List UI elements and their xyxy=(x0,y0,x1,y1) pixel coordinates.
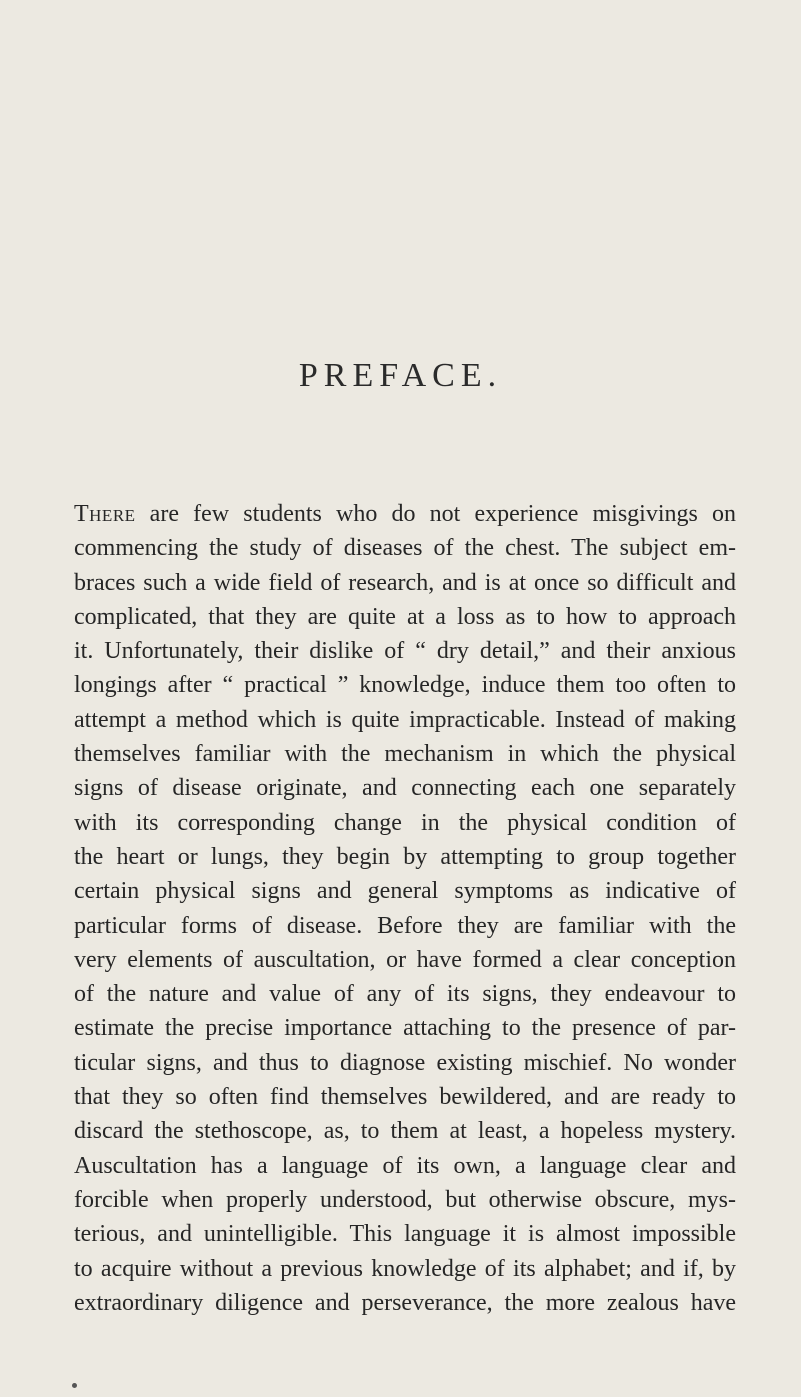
text-line: extraordinary diligence and perseverance, the more zealous have xyxy=(74,1289,736,1316)
ink-speck xyxy=(72,1383,77,1388)
text-line: with its corresponding change in the physical condition of xyxy=(74,809,736,836)
text-line: braces such a wide field of research, and is at once so difficult and xyxy=(74,569,736,596)
text-line: terious, and unintelligible. This language it is almost impossible xyxy=(74,1221,736,1248)
line-text: are few students who do not experience misgivings on xyxy=(135,501,736,527)
lead-word: There xyxy=(74,501,136,527)
text-line: discard the stethoscope, as, to them at least, a hopeless mystery. xyxy=(74,1118,736,1145)
text-line: very elements of auscultation, or have formed a clear conception xyxy=(74,946,736,973)
text-line: the heart or lungs, they begin by attempting to group together xyxy=(74,843,736,870)
text-line: estimate the precise importance attaching to the presence of par- xyxy=(74,1015,736,1042)
text-line: signs of disease originate, and connecting each one separately xyxy=(74,775,736,802)
text-line: of the nature and value of any of its signs, they endeavour to xyxy=(74,981,736,1008)
text-line: to acquire without a previous knowledge of its alphabet; and if, by xyxy=(74,1255,736,1282)
page-title: PREFACE. xyxy=(298,357,503,394)
text-line: that they so often find themselves bewildered, and are ready to xyxy=(74,1084,736,1111)
text-line: commencing the study of diseases of the chest. The subject em- xyxy=(74,535,736,562)
text-line: particular forms of disease. Before they are familiar with the xyxy=(74,912,736,939)
text-line xyxy=(74,497,736,531)
text-line: attempt a method which is quite impracticable. Instead of making xyxy=(74,706,736,733)
text-line: complicated, that they are quite at a loss as to how to approach xyxy=(74,603,736,630)
text-line: ticular signs, and thus to diagnose existing mischief. No wonder xyxy=(74,1049,736,1076)
text-line: Auscultation has a language of its own, a language clear and xyxy=(74,1152,736,1179)
text-line: certain physical signs and general symptoms as indicative of xyxy=(74,878,736,905)
text-line: longings after “ practical ” knowledge, induce them too often to xyxy=(74,672,736,699)
text-line: forcible when properly understood, but otherwise obscure, mys- xyxy=(74,1186,736,1213)
text-line: themselves familiar with the mechanism in which the physical xyxy=(74,741,736,768)
text-line: it. Unfortunately, their dislike of “ dry detail,” and their anxious xyxy=(74,638,736,665)
preface-paragraph xyxy=(74,497,736,1320)
